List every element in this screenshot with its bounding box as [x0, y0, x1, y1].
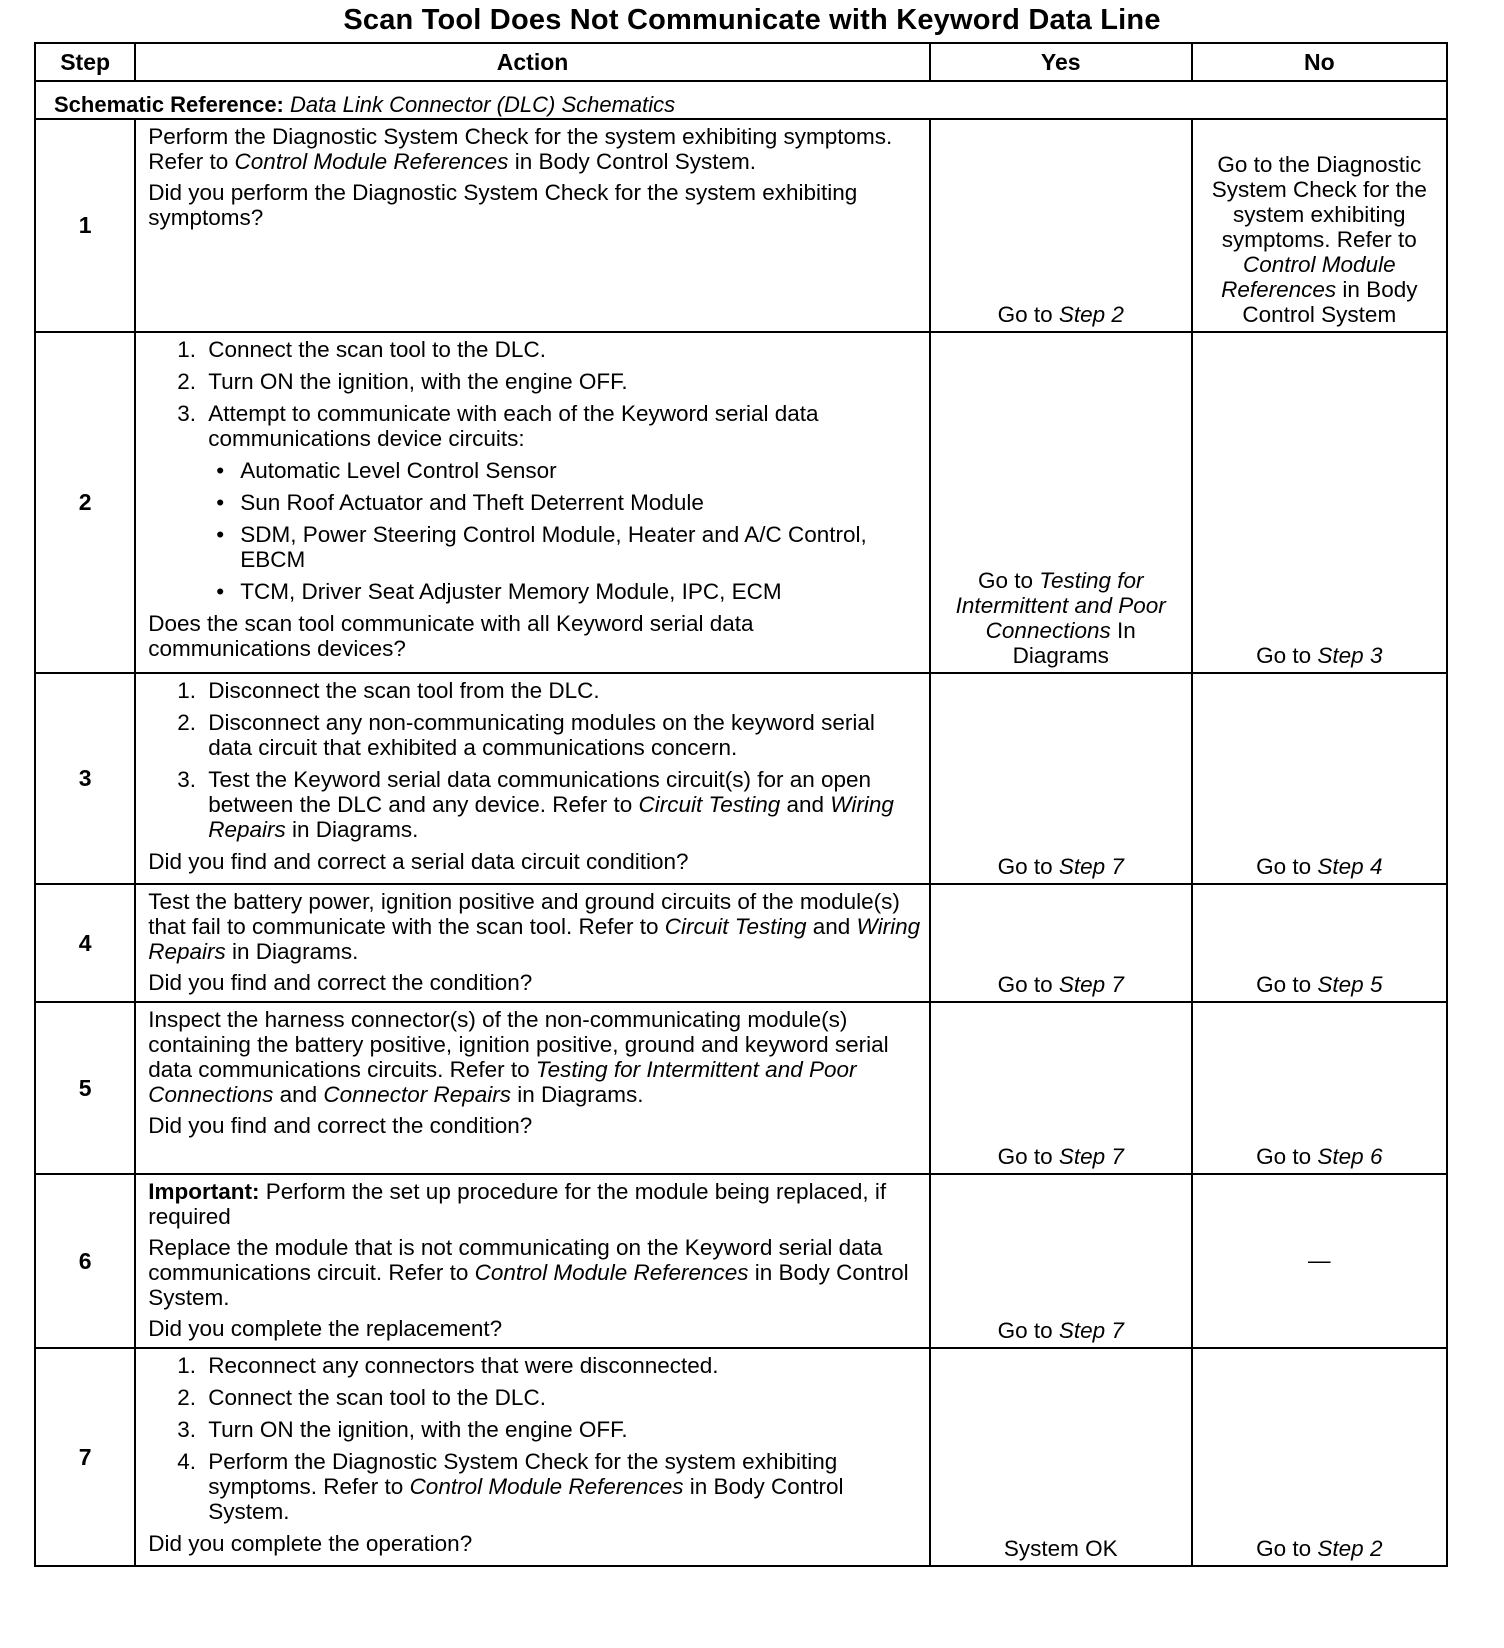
table-row [35, 884, 1447, 1002]
step-number: 7 [35, 1348, 135, 1566]
action-text: Replace the module that is not communicating on the Keyword serial data communications circuit. Refer to Control Module References in Body Control System. [148, 1235, 909, 1310]
diagnostic-table [34, 42, 1448, 1567]
step-number: 2 [35, 332, 135, 673]
page-title: Scan Tool Does Not Communicate with Keyword Data Line [343, 4, 1161, 36]
action-question: Did you perform the Diagnostic System Check for the system exhibiting symptoms? [148, 180, 858, 230]
table-row [35, 119, 1447, 332]
bullet-item: • Automatic Level Control Sensor [216, 458, 921, 483]
schematic-reference [35, 81, 1447, 119]
table-header-row [35, 43, 1447, 81]
yes-result: Go to Step 7 [930, 884, 1192, 1002]
action-question: Did you find and correct the condition? [148, 1113, 533, 1138]
header-step: Step [35, 43, 135, 81]
list-item: 1. Reconnect any connectors that were disconnected. [202, 1353, 921, 1378]
step-action [135, 332, 930, 673]
step-action [135, 1002, 930, 1174]
yes-result: Go to Testing for Intermittent and Poor Connections In Diagrams [930, 332, 1192, 673]
table-row [35, 673, 1447, 884]
yes-result: Go to Step 7 [930, 1002, 1192, 1174]
list-item: 2. Turn ON the ignition, with the engine OFF. [202, 369, 921, 394]
step-action [135, 884, 930, 1002]
table-row [35, 332, 1447, 673]
no-result: Go to Step 4 [1192, 673, 1447, 884]
action-steps-list [148, 678, 921, 842]
no-result: Go to Step 2 [1192, 1348, 1447, 1566]
list-item: 1. Disconnect the scan tool from the DLC. [202, 678, 921, 703]
no-result: — [1192, 1174, 1447, 1348]
yes-result: Go to Step 7 [930, 1174, 1192, 1348]
list-item: 3. Test the Keyword serial data communications circuit(s) for an open between the DLC and any device. Refer to Circuit Testing and Wiring Repairs in Diagrams. [202, 767, 921, 842]
schematic-value: Data Link Connector (DLC) Schematics [290, 92, 676, 117]
no-result: Go to the Diagnostic System Check for the system exhibiting symptoms. Refer to Control Module References in Body Control System [1192, 119, 1447, 332]
action-text: Perform the Diagnostic System Check for the system exhibiting symptoms. Refer to Control Module References in Body Control System. [148, 124, 893, 174]
action-steps-list [148, 337, 921, 604]
yes-result: Go to Step 2 [930, 119, 1192, 332]
action-text: Test the battery power, ignition positive and ground circuits of the module(s) that fail to communicate with the scan tool. Refer to Circuit Testing and Wiring Repairs in Diagrams. [148, 889, 921, 964]
list-item: 3. Turn ON the ignition, with the engine OFF. [202, 1417, 921, 1442]
step-number: 6 [35, 1174, 135, 1348]
no-result: Go to Step 5 [1192, 884, 1447, 1002]
important-note: Important: Perform the set up procedure for the module being replaced, if required [148, 1179, 887, 1229]
action-text: Inspect the harness connector(s) of the non-communicating module(s) containing the battery positive, ignition positive, ground and keyword serial data communications circuits. Refer to Testing for Intermittent and Poor Connections and Connector Repairs in Diagrams. [148, 1007, 889, 1107]
list-item: 1. Connect the scan tool to the DLC. [202, 337, 921, 362]
schematic-reference-row [35, 81, 1447, 119]
device-bullet-list [154, 458, 921, 604]
no-result: Go to Step 6 [1192, 1002, 1447, 1174]
list-item: 3. Attempt to communicate with each of the Keyword serial data communications device circuits: • Automatic Level Control Sensor • Sun Roof Actuator and Theft Deterrent Module • SDM, Power Steering Control Module, Heater and A/C Control, EBCM • TCM, Driver Seat Adjuster Memory Module, IPC, ECM [202, 401, 921, 604]
step-action [135, 1348, 930, 1566]
header-no: No [1192, 43, 1447, 81]
table-row [35, 1174, 1447, 1348]
action-question: Did you find and correct a serial data circuit condition? [148, 849, 689, 874]
action-question: Did you find and correct the condition? [148, 970, 533, 995]
yes-result: Go to Step 7 [930, 673, 1192, 884]
step-action [135, 1174, 930, 1348]
schematic-label: Schematic Reference: [54, 92, 284, 117]
action-question: Did you complete the replacement? [148, 1316, 503, 1341]
important-label: Important: [148, 1179, 260, 1204]
list-item: 2. Disconnect any non-communicating modules on the keyword serial data circuit that exhibited a communications concern. [202, 710, 921, 760]
no-result: Go to Step 3 [1192, 332, 1447, 673]
step-action [135, 673, 930, 884]
header-yes: Yes [930, 43, 1192, 81]
header-action: Action [135, 43, 930, 81]
step-number: 3 [35, 673, 135, 884]
action-question: Did you complete the operation? [148, 1531, 473, 1556]
action-question: Does the scan tool communicate with all Keyword serial data communications devices? [148, 611, 754, 661]
step-number: 5 [35, 1002, 135, 1174]
step-number: 4 [35, 884, 135, 1002]
step-action [135, 119, 930, 332]
step-number: 1 [35, 119, 135, 332]
bullet-item: • Sun Roof Actuator and Theft Deterrent Module [216, 490, 921, 515]
bullet-item: • SDM, Power Steering Control Module, Heater and A/C Control, EBCM [216, 522, 921, 572]
list-item: 2. Connect the scan tool to the DLC. [202, 1385, 921, 1410]
yes-result: System OK [930, 1348, 1192, 1566]
action-steps-list [148, 1353, 921, 1524]
table-row [35, 1348, 1447, 1566]
bullet-item: • TCM, Driver Seat Adjuster Memory Module, IPC, ECM [216, 579, 921, 604]
table-row [35, 1002, 1447, 1174]
list-item: 4. Perform the Diagnostic System Check for the system exhibiting symptoms. Refer to Control Module References in Body Control System. [202, 1449, 921, 1524]
